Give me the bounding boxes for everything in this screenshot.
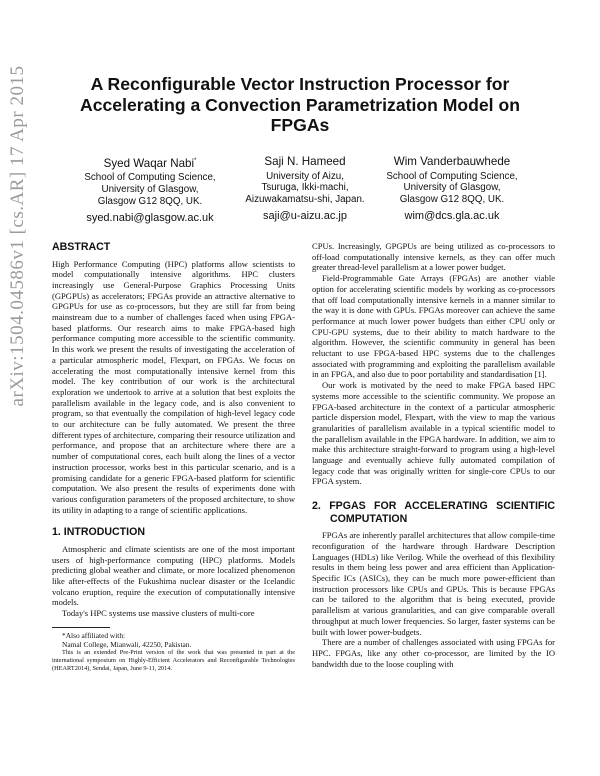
author-3 bbox=[372, 156, 532, 223]
author-1-mark: * bbox=[194, 158, 197, 164]
author-1-name: Syed Waqar Nabi bbox=[103, 156, 195, 170]
abstract-heading: ABSTRACT bbox=[52, 241, 111, 253]
author-2-affil-line: Aizuwakamatsu-shi, Japan. bbox=[245, 193, 365, 205]
author-block bbox=[70, 156, 540, 226]
footnote-affiliation-detail: Namal College, Mianwali, 42250, Pakistan. bbox=[62, 639, 192, 649]
author-1-email[interactable]: syed.nabi@glasgow.ac.uk bbox=[86, 212, 214, 225]
paper-title: A Reconfigurable Vector Instruction Processor for Accelerating a Convection Parametrization Model on FPGAs bbox=[80, 74, 520, 135]
left-column bbox=[52, 241, 295, 673]
author-3-name: Wim Vanderbauwhede bbox=[393, 155, 511, 168]
footnote-rule bbox=[52, 627, 110, 628]
section-2-paragraph: FPGAs are inherently parallel architectures that allow compile-time reconfiguration of the hardware through Hardware Description Languages (HDLs) like Verilog. While the overhead of this flexibility results in them being less power and area efficient than Application-Specific ICs (ASICs), they can be much more power-efficient than instruction processors like CPUs and GPUs. This is because FPGAs can be tailored to the algorithm that is being executed, provide parallelism at various granularities, and can give comparable overall throughput at much lower frequencies. So larger, faster systems can be built with lower power-budgets. bbox=[312, 530, 555, 637]
author-1 bbox=[70, 156, 230, 225]
right-column bbox=[312, 241, 555, 669]
footnote-affiliation: *Also affiliated with: bbox=[62, 630, 126, 640]
body-paragraph: Our work is motivated by the need to make FPGA based HPC systems more accessible to the scientific community. We propose an FPGA-based architecture in the context of a particular atmospheric particle dispersion model, Flexpart, with the view to map the various granularities of parallelism available in a typical scientific model to the parallelism available in the FPGA hardware. In addition, we aim to make this architecture straight-forward to program using a high-level language and eventually achieve fully automated compilation of legacy code that was originally written for single-core CPUs to our FPGA system. bbox=[312, 380, 555, 487]
author-2-name: Saji N. Hameed bbox=[264, 155, 346, 168]
abstract-text: High Performance Computing (HPC) platforms allow scientists to model computationally intensive algorithms. HPC clusters increasingly use General-Purpose Graphics Processing Units (GPGPUs) as accelerators; FPGAs provide an attractive alternative to GPGPUs for use as co-processors, but they are still far from being mainstream due to a number of challenges faced when using FPGA-based platforms. Our research aims to make FPGA-based high performance computing more accessible to the scientific community. In this work we present the results of investigating the acceleration of a particular atmospheric model, Flexpart, on FPGAs. We focus on accelerating the most computationally intensive kernel from this model. The key contribution of our work is the architectural exploration we undertook to arrive at a solution that best exploits the parallelism available in the legacy code, and is also convenient to program, so that eventually the compilation of high-level legacy code to our architecture can be fully automated. We present the three different types of architecture, comparing their resource utilization and performance, and propose that an architecture where there are a number of computational cores, each built along the lines of a vector instruction processor, works best in this particular scenario, and is a promising candidate for a generic FPGA-based platform for scientific computation. We also present the results of experiments done with various configuration parameters of the proposed architecture, to show its utility in adapting to a range of scientific applications. bbox=[52, 258, 295, 515]
body-paragraph: CPUs. Increasingly, GPGPUs are being utilized as co-processors to off-load computationally intensive kernels, as they can offer much greater thread-level parallelism at a lower power budget. bbox=[312, 241, 555, 273]
section-2-heading: 2. FPGAS FOR ACCELERATING SCIENTIFIC COMPUTATION bbox=[312, 500, 555, 525]
author-3-affil-line: Glasgow G12 8QQ, UK. bbox=[399, 193, 505, 205]
intro-paragraph: Atmospheric and climate scientists are one of the most important users of high-performance computing (HPC) platforms. Models predicting global weather and climate, or more localized phenomenon like after-effects of the Fukushima nuclear disaster or the Icelandic volcano eruption, require the execution of computationally intensive models. bbox=[52, 543, 295, 608]
author-3-email[interactable]: wim@dcs.gla.ac.uk bbox=[404, 210, 500, 223]
author-1-affil-line: School of Computing Science, bbox=[84, 172, 216, 184]
arxiv-id: arXiv:1504.04586v1 [cs.AR] 17 Apr 2015 bbox=[7, 65, 28, 407]
author-2 bbox=[230, 156, 380, 223]
preprint-note: This is an extended Pre-Print version of the work that was presented in part at the international symposium on Highly-Efficient Accelerators and Reconfigurable Technologies (HEART2014), Sendai, Japan, June 9-11, 2014. bbox=[52, 648, 295, 672]
author-3-affil-line: University of Glasgow, bbox=[403, 182, 501, 194]
author-3-affil-line: School of Computing Science, bbox=[386, 170, 518, 182]
author-1-affil-line: University of Glasgow, bbox=[101, 184, 199, 196]
intro-heading: 1. INTRODUCTION bbox=[52, 526, 145, 539]
arxiv-stamp bbox=[0, 65, 34, 620]
body-paragraph: Field-Programmable Gate Arrays (FPGAs) are another viable option for accelerating scientific models by working as co-processors that off load computationally intensive kernels in a manner similar to the way it is done with GPUs. FPGAs moreover can achieve the same performance at much lower power budgets than either CPU only or CPU-GPU systems, due to their ability to match hardware to the algorithm. However, the scientific community in general has been reluctant to use FPGA-based HPC systems due to the challenges associated with programming and exploiting the parallelism available in an FPGA, and also due to poor portability and standardisation [1]. bbox=[312, 273, 555, 380]
intro-paragraph: Today's HPC systems use massive clusters of multi-core bbox=[62, 608, 255, 619]
author-2-affil-line: University of Aizu, bbox=[266, 170, 344, 182]
author-1-affil-line: Glasgow G12 8QQ, UK. bbox=[97, 195, 203, 207]
author-2-email[interactable]: saji@u-aizu.ac.jp bbox=[263, 210, 347, 223]
author-2-affil-line: Tsuruga, Ikki-machi, bbox=[261, 182, 349, 194]
section-2-paragraph: There are a number of challenges associated with using FPGAs for HPC. FPGAs, like any other co-processor, are limited by the IO bandwidth due to the loose coupling with bbox=[312, 637, 555, 669]
